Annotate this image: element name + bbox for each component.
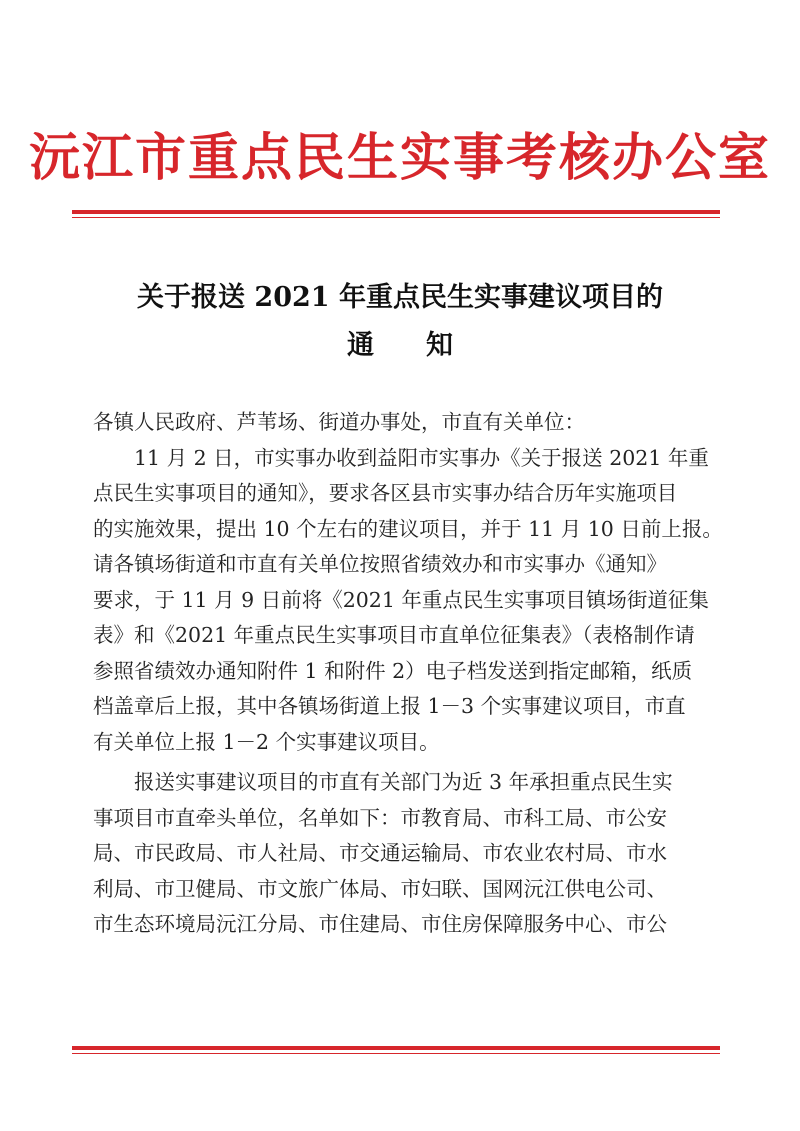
salutation: 各镇人民政府、芦苇场、街道办事处，市直有关单位： [93, 410, 585, 434]
footer-divider-thick [72, 1046, 720, 1050]
paragraph-2 [93, 765, 713, 943]
footer-divider-thin [72, 1053, 720, 1054]
text-line: 的实施效果，提出 10 个左右的建议项目，并于 11 月 10 日前上报。 [93, 516, 723, 541]
text-line: 11 月 2 日，市实事办收到益阳市实事办《关于报送 2021 年重 [134, 445, 709, 470]
text-line: 局、市民政局、市人社局、市交通运输局、市农业农村局、市水 [93, 841, 667, 865]
masthead-divider-thin [72, 217, 720, 218]
text-line: 参照省绩效办通知附件 1 和附件 2）电子档发送到指定邮箱，纸质 [93, 658, 693, 683]
text-line: 市生态环境局沅江分局、市住建局、市住房保障服务中心、市公 [93, 912, 667, 936]
text-line: 利局、市卫健局、市文旅广体局、市妇联、国网沅江供电公司、 [93, 876, 667, 901]
masthead-org-name: 沅江市重点民生实事考核办公室 [28, 128, 771, 188]
notice-title-line2: 通知 [347, 330, 505, 361]
notice-body [93, 405, 723, 943]
masthead-divider-thick [72, 210, 720, 214]
text-line: 事项目市直牵头单位，名单如下：市教育局、市科工局、市公安 [93, 805, 667, 830]
text-line: 请各镇场街道和市直有关单位按照省绩效办和市实事办《通知》 [93, 552, 667, 576]
text-line: 档盖章后上报，其中各镇场街道上报 1－3 个实事建议项目，市直 [93, 694, 686, 718]
text-line: 有关单位上报 1－2 个实事建议项目。 [93, 729, 440, 754]
paragraph-1 [93, 441, 723, 761]
text-line: 表》和《2021 年重点民生实事项目市直单位征集表》（表格制作请 [93, 623, 695, 647]
text-line: 报送实事建议项目的市直有关部门为近 3 年承担重点民生实 [134, 770, 673, 794]
notice-title-line1: 关于报送 2021 年重点民生实事建议项目的 [137, 282, 663, 313]
text-line: 点民生实事项目的通知》，要求各区县市实事办结合历年实施项目 [93, 481, 678, 505]
text-line: 要求，于 11 月 9 日前将《2021 年重点民生实事项目镇场街道征集 [93, 587, 709, 612]
